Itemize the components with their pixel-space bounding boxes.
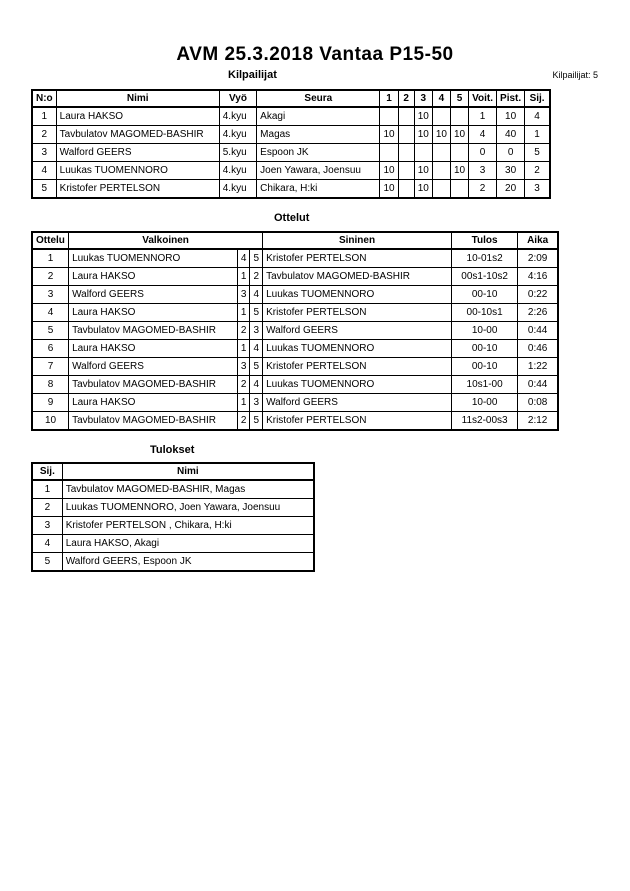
match-result: 00-10 [451, 286, 517, 304]
blue-number: 5 [250, 249, 263, 268]
blue-competitor: Luukas TUOMENNORO [263, 376, 452, 394]
match-no: 7 [32, 358, 69, 376]
blue-number: 3 [250, 322, 263, 340]
competitor-points: 40 [497, 126, 525, 144]
match-row [32, 286, 558, 304]
result-name: Kristofer PERTELSON , Chikara, H:ki [62, 517, 314, 535]
blue-competitor: Kristofer PERTELSON [263, 304, 452, 322]
competitor-wins: 0 [469, 144, 497, 162]
round-3-score [414, 144, 432, 162]
header-no: N:o [32, 90, 56, 107]
header-points: Pist. [497, 90, 525, 107]
match-time: 0:46 [518, 340, 558, 358]
round-2-score [398, 162, 414, 180]
competitors-table [31, 89, 551, 199]
round-1-score [380, 144, 398, 162]
match-row [32, 249, 558, 268]
competitor-wins: 4 [469, 126, 497, 144]
match-time: 1:22 [518, 358, 558, 376]
competitor-place: 1 [525, 126, 550, 144]
round-2-score [398, 144, 414, 162]
competitor-name: Luukas TUOMENNORO [56, 162, 219, 180]
competitor-club: Joen Yawara, Joensuu [257, 162, 380, 180]
round-4-score: 10 [432, 126, 450, 144]
results-table [31, 462, 315, 572]
blue-competitor: Kristofer PERTELSON [263, 249, 452, 268]
page-title: AVM 25.3.2018 Vantaa P15-50 [176, 44, 454, 65]
match-result: 10-01s2 [451, 249, 517, 268]
competitor-name: Kristofer PERTELSON [56, 180, 219, 199]
white-competitor: Laura HAKSO [69, 268, 238, 286]
match-row [32, 268, 558, 286]
competitor-name: Tavbulatov MAGOMED-BASHIR [56, 126, 219, 144]
match-result: 00s1-10s2 [451, 268, 517, 286]
header-result: Tulos [451, 232, 517, 249]
competitor-club: Chikara, H:ki [257, 180, 380, 199]
header-blue: Sininen [263, 232, 452, 249]
match-time: 2:26 [518, 304, 558, 322]
white-competitor: Laura HAKSO [69, 340, 238, 358]
round-2-score [398, 126, 414, 144]
round-5-score: 10 [450, 126, 468, 144]
result-name: Luukas TUOMENNORO, Joen Yawara, Joensuu [62, 499, 314, 517]
match-no: 9 [32, 394, 69, 412]
result-row [32, 499, 314, 517]
match-row [32, 394, 558, 412]
results-header-row [32, 463, 314, 480]
match-row [32, 340, 558, 358]
white-competitor: Luukas TUOMENNORO [69, 249, 238, 268]
white-competitor: Tavbulatov MAGOMED-BASHIR [69, 376, 238, 394]
blue-number: 5 [250, 358, 263, 376]
header-round-3: 3 [414, 90, 432, 107]
blue-competitor: Walford GEERS [263, 322, 452, 340]
header-results-place: Sij. [32, 463, 62, 480]
competitor-belt: 4.kyu [219, 162, 256, 180]
result-place: 3 [32, 517, 62, 535]
round-1-score: 10 [380, 180, 398, 199]
competitor-no: 4 [32, 162, 56, 180]
competitor-no: 2 [32, 126, 56, 144]
white-number: 1 [237, 394, 250, 412]
competitor-place: 4 [525, 107, 550, 126]
blue-competitor: Kristofer PERTELSON [263, 412, 452, 431]
competitor-row [32, 107, 550, 126]
match-no: 2 [32, 268, 69, 286]
competitor-place: 3 [525, 180, 550, 199]
round-3-score: 10 [414, 107, 432, 126]
header-round-4: 4 [432, 90, 450, 107]
match-row [32, 322, 558, 340]
match-no: 4 [32, 304, 69, 322]
match-result: 10-00 [451, 394, 517, 412]
white-number: 3 [237, 358, 250, 376]
round-2-score [398, 107, 414, 126]
competitor-row [32, 180, 550, 199]
result-place: 4 [32, 535, 62, 553]
match-result: 00-10 [451, 358, 517, 376]
round-3-score: 10 [414, 126, 432, 144]
white-competitor: Laura HAKSO [69, 304, 238, 322]
competitor-row [32, 144, 550, 162]
header-round-2: 2 [398, 90, 414, 107]
competitor-points: 0 [497, 144, 525, 162]
result-row [32, 553, 314, 572]
white-number: 2 [237, 322, 250, 340]
header-white: Valkoinen [69, 232, 263, 249]
header-results-name: Nimi [62, 463, 314, 480]
competitors-subtitle: Kilpailijat [228, 69, 277, 81]
match-time: 0:22 [518, 286, 558, 304]
match-no: 3 [32, 286, 69, 304]
header-belt: Vyö [219, 90, 256, 107]
round-3-score: 10 [414, 180, 432, 199]
match-no: 6 [32, 340, 69, 358]
competitors-header-row [32, 90, 550, 107]
round-4-score [432, 162, 450, 180]
round-5-score [450, 180, 468, 199]
blue-number: 4 [250, 376, 263, 394]
round-4-score [432, 180, 450, 199]
round-5-score: 10 [450, 162, 468, 180]
result-row [32, 517, 314, 535]
round-4-score [432, 107, 450, 126]
round-5-score [450, 144, 468, 162]
header-match-no: Ottelu [32, 232, 69, 249]
match-no: 10 [32, 412, 69, 431]
white-number: 1 [237, 340, 250, 358]
match-time: 0:44 [518, 376, 558, 394]
white-number: 3 [237, 286, 250, 304]
competitor-place: 5 [525, 144, 550, 162]
round-2-score [398, 180, 414, 199]
competitor-row [32, 126, 550, 144]
competitor-wins: 2 [469, 180, 497, 199]
match-result: 00-10 [451, 340, 517, 358]
result-place: 1 [32, 480, 62, 499]
result-name: Laura HAKSO, Akagi [62, 535, 314, 553]
competitor-belt: 4.kyu [219, 180, 256, 199]
header-round-5: 5 [450, 90, 468, 107]
white-competitor: Laura HAKSO [69, 394, 238, 412]
blue-competitor: Luukas TUOMENNORO [263, 340, 452, 358]
round-3-score: 10 [414, 162, 432, 180]
header-wins: Voit. [469, 90, 497, 107]
competitor-no: 1 [32, 107, 56, 126]
competitor-no: 3 [32, 144, 56, 162]
header-club: Seura [257, 90, 380, 107]
blue-number: 3 [250, 394, 263, 412]
competitor-wins: 3 [469, 162, 497, 180]
competitor-club: Akagi [257, 107, 380, 126]
round-1-score: 10 [380, 126, 398, 144]
round-1-score [380, 107, 398, 126]
results-title: Tulokset [150, 444, 195, 456]
match-result: 11s2-00s3 [451, 412, 517, 431]
white-competitor: Walford GEERS [69, 286, 238, 304]
blue-number: 5 [250, 304, 263, 322]
header-place: Sij. [525, 90, 550, 107]
blue-competitor: Kristofer PERTELSON [263, 358, 452, 376]
white-number: 1 [237, 268, 250, 286]
competitor-belt: 5.kyu [219, 144, 256, 162]
blue-number: 5 [250, 412, 263, 431]
match-row [32, 304, 558, 322]
blue-number: 2 [250, 268, 263, 286]
result-row [32, 480, 314, 499]
competitor-no: 5 [32, 180, 56, 199]
competitor-points: 30 [497, 162, 525, 180]
matches-title: Ottelut [274, 212, 310, 224]
competitor-row [32, 162, 550, 180]
competitor-place: 2 [525, 162, 550, 180]
header-name: Nimi [56, 90, 219, 107]
result-place: 2 [32, 499, 62, 517]
competitor-belt: 4.kyu [219, 126, 256, 144]
blue-number: 4 [250, 340, 263, 358]
white-competitor: Tavbulatov MAGOMED-BASHIR [69, 412, 238, 431]
match-result: 00-10s1 [451, 304, 517, 322]
header-round-1: 1 [380, 90, 398, 107]
white-competitor: Walford GEERS [69, 358, 238, 376]
result-place: 5 [32, 553, 62, 572]
match-result: 10-00 [451, 322, 517, 340]
white-number: 1 [237, 304, 250, 322]
white-number: 2 [237, 376, 250, 394]
round-5-score [450, 107, 468, 126]
match-time: 4:16 [518, 268, 558, 286]
match-result: 10s1-00 [451, 376, 517, 394]
match-row [32, 376, 558, 394]
competitor-name: Laura HAKSO [56, 107, 219, 126]
competitor-club: Espoon JK [257, 144, 380, 162]
match-row [32, 358, 558, 376]
match-no: 1 [32, 249, 69, 268]
competitor-name: Walford GEERS [56, 144, 219, 162]
match-time: 2:09 [518, 249, 558, 268]
competitor-wins: 1 [469, 107, 497, 126]
match-time: 0:44 [518, 322, 558, 340]
match-time: 2:12 [518, 412, 558, 431]
result-name: Tavbulatov MAGOMED-BASHIR, Magas [62, 480, 314, 499]
match-no: 8 [32, 376, 69, 394]
competitor-belt: 4.kyu [219, 107, 256, 126]
result-row [32, 535, 314, 553]
competitor-points: 20 [497, 180, 525, 199]
round-4-score [432, 144, 450, 162]
competitor-count: Kilpailijat: 5 [552, 70, 598, 80]
matches-header-row [32, 232, 558, 249]
competitor-points: 10 [497, 107, 525, 126]
round-1-score: 10 [380, 162, 398, 180]
blue-competitor: Luukas TUOMENNORO [263, 286, 452, 304]
match-no: 5 [32, 322, 69, 340]
match-time: 0:08 [518, 394, 558, 412]
competitor-club: Magas [257, 126, 380, 144]
blue-competitor: Walford GEERS [263, 394, 452, 412]
header-time: Aika [518, 232, 558, 249]
blue-competitor: Tavbulatov MAGOMED-BASHIR [263, 268, 452, 286]
match-row [32, 412, 558, 431]
matches-table [31, 231, 559, 431]
white-number: 4 [237, 249, 250, 268]
blue-number: 4 [250, 286, 263, 304]
result-name: Walford GEERS, Espoon JK [62, 553, 314, 572]
white-number: 2 [237, 412, 250, 431]
white-competitor: Tavbulatov MAGOMED-BASHIR [69, 322, 238, 340]
